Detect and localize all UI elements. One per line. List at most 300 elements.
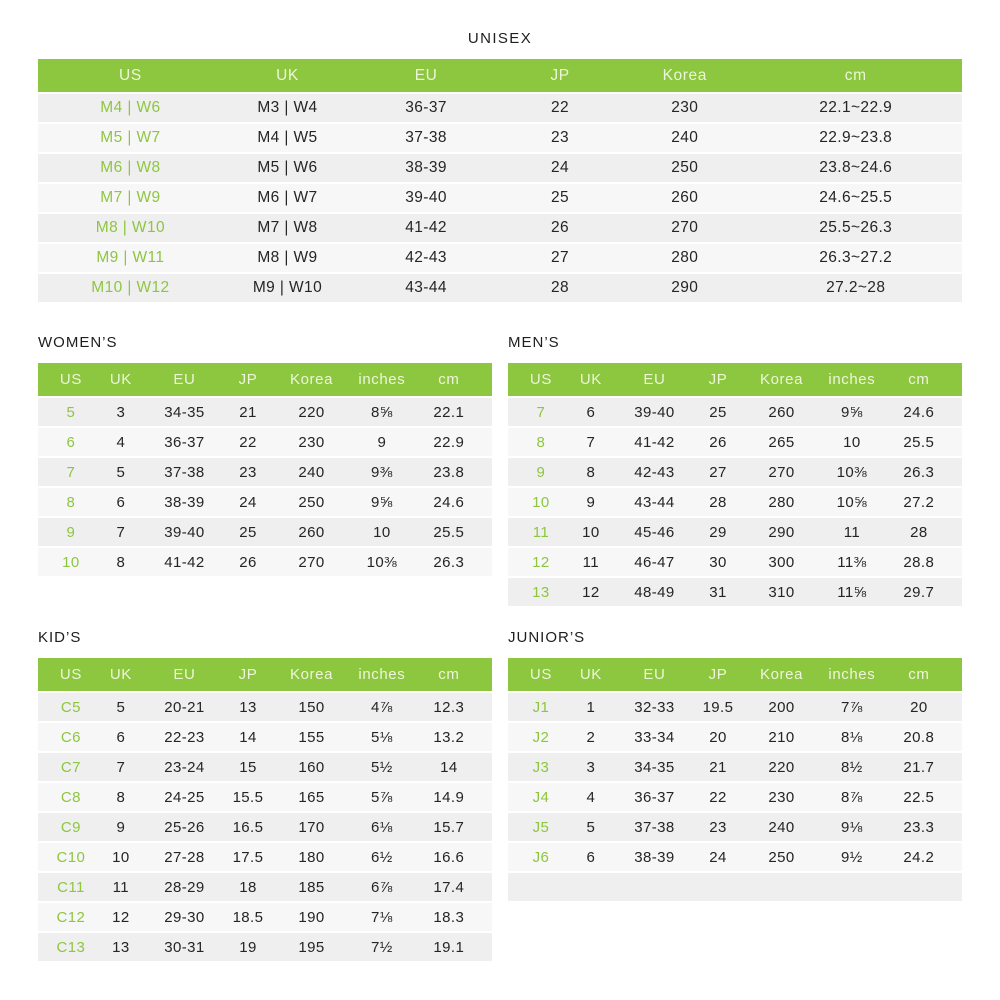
table-header-row — [38, 59, 962, 92]
table-cell: 14.9 — [433, 788, 465, 806]
table-cell: 220 — [298, 403, 325, 421]
table-row — [38, 783, 492, 811]
table-cell: 22 — [551, 99, 570, 116]
table-cell: 24.6 — [433, 493, 465, 511]
table-cell: 22.1~22.9 — [819, 99, 893, 116]
table-cell: 22.1 — [433, 403, 465, 421]
table-cell: 185 — [298, 878, 325, 896]
table-cell: 4 — [586, 788, 596, 806]
table-cell: J4 — [532, 788, 550, 806]
table-row — [38, 428, 492, 456]
table-cell: 17.5 — [232, 848, 264, 866]
table-cell: M4 | W5 — [257, 129, 318, 146]
table-cell: J6 — [532, 848, 550, 866]
table-cell: 150 — [298, 698, 325, 716]
table-cell: 43-44 — [634, 493, 675, 511]
table-cell: 37-38 — [634, 818, 675, 836]
table-row — [38, 184, 962, 212]
table-cell: 10 — [843, 433, 861, 451]
table-cell: 265 — [768, 433, 795, 451]
table-cell: M5 | W7 — [100, 129, 161, 146]
table-cell: 6⅞ — [371, 878, 393, 896]
table-cell: 46-47 — [634, 553, 675, 571]
column-header-cm: cm — [438, 666, 460, 683]
column-header-cm: cm — [844, 66, 867, 84]
table-cell: 195 — [298, 938, 325, 956]
table-cell: M8 | W10 — [95, 219, 166, 236]
table-cell: M9 | W10 — [252, 279, 323, 296]
table-row — [508, 873, 962, 901]
table-cell: 10 — [582, 523, 600, 541]
table-cell: 9 — [116, 818, 126, 836]
table-cell: 11 — [532, 523, 550, 541]
column-header-jp: JP — [238, 666, 258, 683]
table-cell: 220 — [768, 758, 795, 776]
table-cell: J5 — [532, 818, 550, 836]
column-header-korea: Korea — [290, 371, 334, 388]
column-header-us: US — [529, 666, 552, 683]
column-header-jp: JP — [238, 371, 258, 388]
table-cell: M9 | W11 — [96, 249, 165, 266]
table-cell: 38-39 — [634, 848, 675, 866]
table-cell: 23.8 — [433, 463, 465, 481]
table-cell: 16.5 — [232, 818, 264, 836]
youth-tables-row — [38, 629, 962, 961]
table-cell: 26 — [709, 433, 727, 451]
table-cell: J2 — [532, 728, 550, 746]
table-cell: 270 — [671, 219, 699, 236]
column-header-cm: cm — [908, 666, 930, 683]
table-cell: 11⅝ — [837, 583, 867, 601]
table-cell: 43-44 — [405, 279, 447, 296]
table-cell: 155 — [298, 728, 325, 746]
table-cell: 8 — [66, 493, 76, 511]
table-cell: 33-34 — [634, 728, 675, 746]
table-cell: C11 — [57, 878, 85, 896]
table-cell: 9⅜ — [371, 463, 393, 481]
table-cell: 240 — [768, 818, 795, 836]
table-cell: C13 — [56, 938, 86, 956]
table-cell: 41-42 — [634, 433, 675, 451]
kids-title: KID’S — [38, 629, 82, 646]
table-cell: M4 | W6 — [100, 99, 161, 116]
table-cell: 41-42 — [164, 553, 205, 571]
table-cell: 23 — [551, 129, 570, 146]
table-cell: 8⅛ — [841, 728, 863, 746]
table-cell: 9 — [586, 493, 596, 511]
column-header-eu: EU — [643, 666, 666, 683]
table-cell: 11 — [843, 523, 861, 541]
table-cell: 22.5 — [903, 788, 935, 806]
table-cell: 20 — [709, 728, 727, 746]
table-cell: 13 — [112, 938, 130, 956]
table-cell: 30-31 — [164, 938, 205, 956]
table-cell: 6 — [116, 493, 126, 511]
column-header-us: US — [59, 666, 82, 683]
table-cell: 14 — [239, 728, 257, 746]
table-cell: M3 | W4 — [257, 99, 318, 116]
table-cell: 45-46 — [634, 523, 675, 541]
table-cell: 12 — [582, 583, 600, 601]
table-cell: C7 — [60, 758, 81, 776]
table-cell: 260 — [671, 189, 699, 206]
table-cell: 8½ — [841, 758, 863, 776]
adult-tables-row — [38, 334, 962, 606]
table-cell: 10 — [62, 553, 80, 571]
table-row — [38, 458, 492, 486]
mens-title: MEN’S — [508, 334, 560, 351]
table-row — [38, 753, 492, 781]
table-row — [38, 843, 492, 871]
column-header-uk: UK — [109, 666, 132, 683]
table-row — [38, 154, 962, 182]
table-cell: 240 — [671, 129, 699, 146]
table-header-row — [508, 658, 962, 691]
table-cell: 34-35 — [164, 403, 205, 421]
table-cell: 27 — [551, 249, 570, 266]
table-cell: 27.2~28 — [826, 279, 886, 296]
table-cell: 5 — [586, 818, 596, 836]
column-header-eu: EU — [643, 371, 666, 388]
table-cell: 8 — [536, 433, 546, 451]
table-cell: 7 — [116, 758, 126, 776]
table-cell: 280 — [768, 493, 795, 511]
table-row — [38, 214, 962, 242]
column-header-jp: JP — [550, 66, 570, 84]
unisex-table — [38, 59, 962, 302]
table-cell: 13 — [239, 698, 257, 716]
table-cell: 26.3 — [433, 553, 465, 571]
unisex-section — [38, 30, 962, 302]
table-cell: 25.5 — [903, 433, 935, 451]
table-cell: 28.8 — [903, 553, 935, 571]
table-cell: 260 — [298, 523, 325, 541]
table-cell: 260 — [768, 403, 795, 421]
table-cell: C5 — [60, 698, 81, 716]
table-cell: 26 — [239, 553, 257, 571]
column-header-korea: Korea — [662, 66, 707, 84]
table-cell: 310 — [768, 583, 795, 601]
table-cell: C6 — [60, 728, 81, 746]
table-cell: 41-42 — [405, 219, 447, 236]
table-cell: 25.5 — [433, 523, 465, 541]
table-cell: 17.4 — [433, 878, 465, 896]
column-header-uk: UK — [579, 666, 602, 683]
table-cell: 23.8~24.6 — [819, 159, 893, 176]
table-row — [508, 458, 962, 486]
table-cell: C9 — [60, 818, 81, 836]
table-cell: 3 — [116, 403, 126, 421]
table-cell: 26.3 — [903, 463, 935, 481]
table-cell: 250 — [298, 493, 325, 511]
table-cell: 10 — [112, 848, 130, 866]
table-cell: 36-37 — [634, 788, 675, 806]
mens-section — [508, 334, 962, 606]
table-cell: 22-23 — [164, 728, 205, 746]
table-cell: 24.2 — [903, 848, 935, 866]
table-cell: 48-49 — [634, 583, 675, 601]
table-cell: 25 — [239, 523, 257, 541]
table-cell: 23 — [709, 818, 727, 836]
table-cell: 270 — [768, 463, 795, 481]
table-cell: 6 — [116, 728, 126, 746]
table-cell: J3 — [532, 758, 550, 776]
table-row — [38, 398, 492, 426]
table-cell: 9⅛ — [841, 818, 863, 836]
table-cell: 240 — [298, 463, 325, 481]
table-cell: 5½ — [371, 758, 393, 776]
column-header-uk: UK — [579, 371, 602, 388]
table-cell: 5 — [116, 463, 126, 481]
table-cell: 7 — [586, 433, 596, 451]
table-cell: 5⅛ — [371, 728, 393, 746]
table-cell: 38-39 — [164, 493, 205, 511]
table-cell: 30 — [709, 553, 727, 571]
womens-table — [38, 363, 492, 576]
table-cell: 5⅞ — [371, 788, 393, 806]
table-cell: 34-35 — [634, 758, 675, 776]
table-cell: 28 — [709, 493, 727, 511]
table-row — [508, 428, 962, 456]
table-cell: 230 — [671, 99, 699, 116]
table-cell: 22 — [709, 788, 727, 806]
table-cell: 9½ — [841, 848, 863, 866]
table-cell: M7 | W8 — [257, 219, 318, 236]
table-cell: 11 — [582, 553, 600, 571]
table-cell: 8 — [586, 463, 596, 481]
column-header-jp: JP — [708, 666, 728, 683]
table-row — [38, 274, 962, 302]
table-cell: 32-33 — [634, 698, 675, 716]
table-cell: 24 — [551, 159, 570, 176]
table-cell: 6⅛ — [371, 818, 393, 836]
table-row — [508, 843, 962, 871]
column-header-inches: inches — [828, 666, 876, 683]
table-row — [508, 693, 962, 721]
column-header-inches: inches — [358, 666, 406, 683]
table-cell: M5 | W6 — [257, 159, 318, 176]
table-cell: 8⅞ — [841, 788, 863, 806]
table-cell: 15.7 — [433, 818, 465, 836]
table-cell: 37-38 — [164, 463, 205, 481]
table-cell: 9 — [536, 463, 546, 481]
column-header-cm: cm — [908, 371, 930, 388]
table-cell: 6 — [66, 433, 76, 451]
table-cell: 210 — [768, 728, 795, 746]
table-cell: 22.9 — [433, 433, 465, 451]
table-cell: 18.3 — [433, 908, 465, 926]
table-cell: M6 | W7 — [257, 189, 318, 206]
table-cell: 36-37 — [405, 99, 447, 116]
table-cell: 21 — [239, 403, 257, 421]
table-row — [508, 813, 962, 841]
table-row — [38, 94, 962, 122]
table-cell: 9 — [377, 433, 387, 451]
table-cell: 230 — [298, 433, 325, 451]
table-row — [38, 903, 492, 931]
mens-table — [508, 363, 962, 606]
table-row — [508, 753, 962, 781]
table-cell: 27-28 — [164, 848, 205, 866]
table-cell: 7⅛ — [371, 908, 393, 926]
table-cell: 13 — [532, 583, 550, 601]
womens-title: WOMEN’S — [38, 334, 118, 351]
table-cell: 2 — [586, 728, 596, 746]
table-cell: 23-24 — [164, 758, 205, 776]
table-cell: 20 — [910, 698, 928, 716]
table-row — [508, 783, 962, 811]
table-cell: 38-39 — [405, 159, 447, 176]
table-cell: 10 — [373, 523, 391, 541]
table-row — [508, 518, 962, 546]
column-header-uk: UK — [109, 371, 132, 388]
table-cell: 22.9~23.8 — [819, 129, 893, 146]
table-cell: 250 — [671, 159, 699, 176]
table-cell: 12 — [532, 553, 550, 571]
table-cell: 29-30 — [164, 908, 205, 926]
table-cell: 3 — [586, 758, 596, 776]
table-cell: 39-40 — [405, 189, 447, 206]
table-cell: 250 — [768, 848, 795, 866]
table-cell: 20.8 — [903, 728, 935, 746]
column-header-inches: inches — [828, 371, 876, 388]
table-cell: 4⅞ — [371, 698, 393, 716]
table-cell: 270 — [298, 553, 325, 571]
table-cell: 23 — [239, 463, 257, 481]
table-cell: 6 — [586, 403, 596, 421]
table-cell: 10⅝ — [836, 493, 868, 511]
kids-section — [38, 629, 492, 961]
table-cell: 11⅜ — [837, 553, 867, 571]
table-cell: 27.2 — [903, 493, 935, 511]
table-cell: 200 — [768, 698, 795, 716]
column-header-korea: Korea — [760, 371, 804, 388]
table-cell: 9 — [66, 523, 76, 541]
column-header-us: US — [529, 371, 552, 388]
table-cell: 42-43 — [634, 463, 675, 481]
table-cell: 37-38 — [405, 129, 447, 146]
table-cell: 19 — [239, 938, 257, 956]
table-cell: 290 — [768, 523, 795, 541]
table-cell: 190 — [298, 908, 325, 926]
table-cell: 10⅜ — [366, 553, 398, 571]
table-cell: 39-40 — [164, 523, 205, 541]
table-cell: 42-43 — [405, 249, 447, 266]
table-cell: 7 — [66, 463, 76, 481]
table-cell: 28 — [910, 523, 928, 541]
table-row — [508, 488, 962, 516]
table-cell: 165 — [298, 788, 325, 806]
column-header-cm: cm — [438, 371, 460, 388]
table-cell: J1 — [532, 698, 550, 716]
column-header-korea: Korea — [290, 666, 334, 683]
column-header-jp: JP — [708, 371, 728, 388]
table-row — [38, 488, 492, 516]
table-cell: 290 — [671, 279, 699, 296]
table-cell: 5 — [116, 698, 126, 716]
column-header-us: US — [119, 66, 142, 84]
table-cell: 7⅞ — [841, 698, 863, 716]
table-cell: 20-21 — [164, 698, 205, 716]
table-cell: 12 — [112, 908, 130, 926]
table-cell: 9⅝ — [371, 493, 393, 511]
table-cell: 10 — [532, 493, 550, 511]
table-cell: 22 — [239, 433, 257, 451]
table-cell: 36-37 — [164, 433, 205, 451]
table-row — [38, 933, 492, 961]
table-cell: 19.1 — [433, 938, 465, 956]
table-cell: 28-29 — [164, 878, 205, 896]
column-header-korea: Korea — [760, 666, 804, 683]
table-cell: 24.6~25.5 — [819, 189, 893, 206]
table-row — [508, 578, 962, 606]
table-cell: 21.7 — [903, 758, 935, 776]
table-cell: 280 — [671, 249, 699, 266]
table-cell: 6½ — [371, 848, 393, 866]
table-cell: 6 — [586, 848, 596, 866]
table-cell: 26 — [551, 219, 570, 236]
table-cell: 7 — [536, 403, 546, 421]
table-cell: 7½ — [371, 938, 393, 956]
juniors-section — [508, 629, 962, 961]
table-cell: 230 — [768, 788, 795, 806]
table-cell: 14 — [440, 758, 458, 776]
table-cell: 5 — [66, 403, 76, 421]
table-cell: C12 — [56, 908, 86, 926]
table-cell: 8 — [116, 553, 126, 571]
table-cell: 25 — [551, 189, 570, 206]
table-cell: 24 — [709, 848, 727, 866]
table-row — [38, 813, 492, 841]
column-header-us: US — [59, 371, 82, 388]
table-cell: 28 — [551, 279, 570, 296]
table-cell: 31 — [709, 583, 727, 601]
table-cell: 4 — [116, 433, 126, 451]
table-header-row — [38, 658, 492, 691]
table-cell: 24 — [239, 493, 257, 511]
column-header-inches: inches — [358, 371, 406, 388]
table-cell: 160 — [298, 758, 325, 776]
table-cell: 13.2 — [433, 728, 465, 746]
table-row — [38, 124, 962, 152]
table-cell: 10⅜ — [836, 463, 868, 481]
table-cell: 25.5~26.3 — [819, 219, 893, 236]
table-cell: M10 | W12 — [91, 279, 170, 296]
table-cell: 12.3 — [433, 698, 465, 716]
table-cell: 16.6 — [433, 848, 465, 866]
table-cell: 23.3 — [903, 818, 935, 836]
unisex-title: UNISEX — [467, 30, 533, 47]
table-cell: 29.7 — [903, 583, 935, 601]
table-row — [508, 548, 962, 576]
table-cell: C10 — [56, 848, 86, 866]
table-cell: 7 — [116, 523, 126, 541]
table-cell: C8 — [60, 788, 81, 806]
table-cell: 24.6 — [903, 403, 935, 421]
table-cell: 300 — [768, 553, 795, 571]
table-cell: 26.3~27.2 — [819, 249, 893, 266]
table-cell: M8 | W9 — [257, 249, 318, 266]
kids-table — [38, 658, 492, 961]
table-row — [508, 398, 962, 426]
table-header-row — [508, 363, 962, 396]
table-cell: 18 — [239, 878, 257, 896]
juniors-title: JUNIOR’S — [508, 629, 586, 646]
table-cell: 180 — [298, 848, 325, 866]
table-cell: 8⅝ — [371, 403, 393, 421]
womens-section — [38, 334, 492, 606]
column-header-eu: EU — [414, 66, 438, 84]
